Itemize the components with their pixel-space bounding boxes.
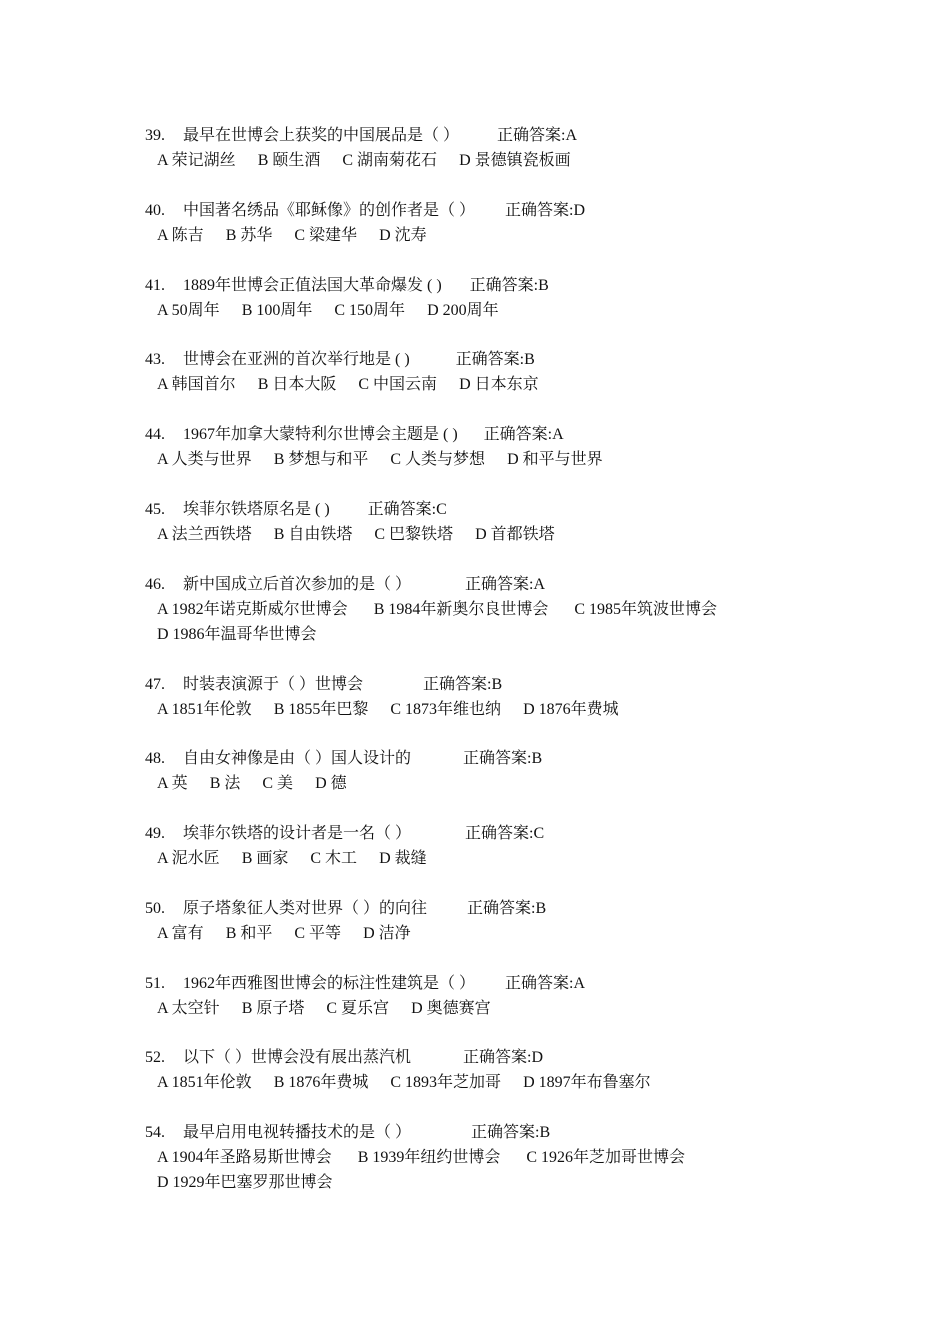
option: A 法兰西铁塔	[157, 526, 252, 543]
question-51	[145, 971, 815, 1021]
options-row	[145, 996, 815, 1021]
options-row	[145, 921, 815, 946]
option: A 1851年伦敦	[157, 701, 252, 718]
correct-answer: 正确答案:B	[469, 277, 549, 294]
question-39	[145, 123, 815, 173]
question-text: 自由女神像是由（ ）国人设计的	[183, 750, 412, 767]
question-number: 43.	[145, 351, 165, 368]
correct-answer: 正确答案:A	[483, 426, 564, 443]
correct-answer: 正确答案:C	[367, 501, 447, 518]
option: C 湖南菊花石	[342, 152, 438, 169]
option: B 颐生酒	[257, 152, 321, 169]
question-number: 44.	[145, 426, 165, 443]
option: C 平等	[294, 925, 342, 942]
options-row	[145, 148, 815, 173]
question-40	[145, 198, 815, 248]
question-47	[145, 672, 815, 722]
question-text: 1967年加拿大蒙特利尔世博会主题是 ( )	[183, 426, 458, 443]
option: C 木工	[310, 850, 358, 867]
question-number: 47.	[145, 676, 165, 693]
correct-answer: 正确答案:A	[465, 576, 546, 593]
option: B 法	[209, 775, 241, 792]
option: C 人类与梦想	[390, 451, 486, 468]
option: D 德	[315, 775, 347, 792]
question-44	[145, 422, 815, 472]
question-49	[145, 821, 815, 871]
option: D 沈寿	[379, 227, 427, 244]
options-row	[145, 447, 815, 472]
option: B 1984年新奥尔良世博会	[373, 601, 549, 618]
correct-answer: 正确答案:B	[467, 900, 547, 917]
question-text: 新中国成立后首次参加的是（ ）	[183, 576, 412, 593]
options-row	[145, 1145, 815, 1195]
correct-answer: 正确答案:C	[465, 825, 545, 842]
option: C 中国云南	[358, 376, 438, 393]
correct-answer: 正确答案:B	[423, 676, 503, 693]
question-number: 52.	[145, 1049, 165, 1066]
correct-answer: 正确答案:B	[455, 351, 535, 368]
options-row	[145, 522, 815, 547]
question-text: 原子塔象征人类对世界（ ）的向往	[183, 900, 428, 917]
option: B 和平	[225, 925, 273, 942]
option: A 1851年伦敦	[157, 1074, 252, 1091]
question-text: 时装表演源于（ ）世博会	[183, 676, 364, 693]
question-number: 46.	[145, 576, 165, 593]
option: C 150周年	[334, 302, 406, 319]
option: C 1873年维也纳	[390, 701, 502, 718]
options-row	[145, 223, 815, 248]
correct-answer: 正确答案:B	[463, 750, 543, 767]
question-45	[145, 497, 815, 547]
question-number: 45.	[145, 501, 165, 518]
options-row	[145, 298, 815, 323]
option: B 原子塔	[241, 1000, 305, 1017]
option: B 100周年	[241, 302, 313, 319]
options-row	[145, 697, 815, 722]
options-row	[145, 372, 815, 397]
correct-answer: 正确答案:B	[471, 1124, 551, 1141]
option: A 荣记湖丝	[157, 152, 236, 169]
option: C 巴黎铁塔	[374, 526, 454, 543]
option: D 奥德赛宫	[411, 1000, 491, 1017]
option: A 陈吉	[157, 227, 204, 244]
option: C 1926年芝加哥世博会	[526, 1149, 686, 1166]
question-text: 1889年世博会正值法国大革命爆发 ( )	[183, 277, 442, 294]
question-text: 埃菲尔铁塔的设计者是一名（ ）	[183, 825, 412, 842]
option: C 美	[262, 775, 294, 792]
option: A 韩国首尔	[157, 376, 236, 393]
option: D 景德镇瓷板画	[459, 152, 571, 169]
question-number: 50.	[145, 900, 165, 917]
question-text: 埃菲尔铁塔原名是 ( )	[183, 501, 330, 518]
option: D 首都铁塔	[475, 526, 555, 543]
option: D 1929年巴塞罗那世博会	[157, 1174, 333, 1191]
correct-answer: 正确答案:D	[505, 202, 586, 219]
option: D 和平与世界	[507, 451, 603, 468]
option: A 1904年圣路易斯世博会	[157, 1149, 332, 1166]
question-43	[145, 347, 815, 397]
question-text: 以下（ ）世博会没有展出蒸汽机	[183, 1049, 412, 1066]
option: B 梦想与和平	[273, 451, 369, 468]
correct-answer: 正确答案:A	[497, 127, 578, 144]
option: B 自由铁塔	[273, 526, 353, 543]
options-row	[145, 597, 815, 647]
option: D 1897年布鲁塞尔	[523, 1074, 651, 1091]
option: A 1982年诺克斯威尔世博会	[157, 601, 348, 618]
option: B 苏华	[225, 227, 273, 244]
option: C 1893年芝加哥	[390, 1074, 502, 1091]
question-48	[145, 746, 815, 796]
question-number: 49.	[145, 825, 165, 842]
option: D 洁净	[363, 925, 411, 942]
question-text: 中国著名绣品《耶稣像》的创作者是（ ）	[183, 202, 476, 219]
option: A 太空针	[157, 1000, 220, 1017]
question-50	[145, 896, 815, 946]
option: B 1939年纽约世博会	[357, 1149, 501, 1166]
question-text: 最早在世博会上获奖的中国展品是（ ）	[183, 127, 460, 144]
option: D 200周年	[427, 302, 499, 319]
question-number: 41.	[145, 277, 165, 294]
question-number: 39.	[145, 127, 165, 144]
option: C 梁建华	[294, 227, 358, 244]
correct-answer: 正确答案:A	[505, 975, 586, 992]
option: A 50周年	[157, 302, 220, 319]
options-row	[145, 846, 815, 871]
option: D 1986年温哥华世博会	[157, 626, 317, 643]
question-number: 40.	[145, 202, 165, 219]
option: C 1985年筑波世博会	[574, 601, 718, 618]
question-54	[145, 1120, 815, 1195]
question-text: 最早启用电视转播技术的是（ ）	[183, 1124, 412, 1141]
option: D 日本东京	[459, 376, 539, 393]
option: B 画家	[241, 850, 289, 867]
question-number: 54.	[145, 1124, 165, 1141]
question-number: 48.	[145, 750, 165, 767]
option: C 夏乐宫	[326, 1000, 390, 1017]
question-number: 51.	[145, 975, 165, 992]
option: A 英	[157, 775, 188, 792]
option: D 裁缝	[379, 850, 427, 867]
option: D 1876年费城	[523, 701, 619, 718]
question-52	[145, 1045, 815, 1095]
question-41	[145, 273, 815, 323]
options-row	[145, 1070, 815, 1095]
option: A 人类与世界	[157, 451, 252, 468]
question-text: 世博会在亚洲的首次举行地是 ( )	[183, 351, 410, 368]
correct-answer: 正确答案:D	[463, 1049, 544, 1066]
question-46	[145, 572, 815, 647]
option: A 富有	[157, 925, 204, 942]
question-text: 1962年西雅图世博会的标注性建筑是（ ）	[183, 975, 476, 992]
option: B 1876年费城	[273, 1074, 369, 1091]
option: B 日本大阪	[257, 376, 337, 393]
options-row	[145, 771, 815, 796]
option: A 泥水匠	[157, 850, 220, 867]
option: B 1855年巴黎	[273, 701, 369, 718]
